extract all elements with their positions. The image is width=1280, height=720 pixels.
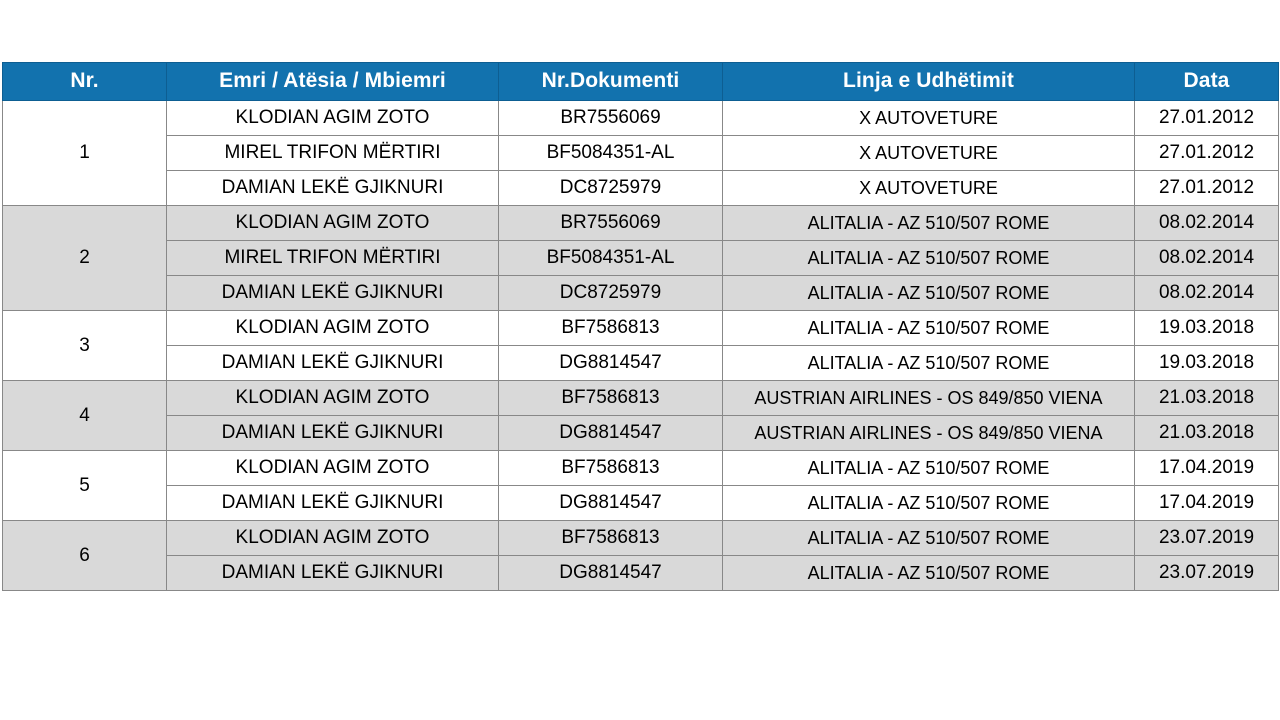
person-name-cell: DAMIAN LEKË GJIKNURI: [167, 276, 499, 311]
travel-line-cell: X AUTOVETURE: [723, 171, 1135, 206]
travel-date-cell: 21.03.2018: [1135, 381, 1279, 416]
document-number-cell: BR7556069: [499, 206, 723, 241]
person-name-cell: KLODIAN AGIM ZOTO: [167, 101, 499, 136]
document-number-cell: BF7586813: [499, 451, 723, 486]
document-number-cell: DC8725979: [499, 276, 723, 311]
travel-line-cell: ALITALIA - AZ 510/507 ROME: [723, 486, 1135, 521]
person-name-cell: KLODIAN AGIM ZOTO: [167, 451, 499, 486]
travel-date-cell: 23.07.2019: [1135, 556, 1279, 591]
column-header-name: Emri / Atësia / Mbiemri: [167, 63, 499, 101]
travel-records-table-container: [2, 62, 1278, 591]
person-name-cell: KLODIAN AGIM ZOTO: [167, 311, 499, 346]
person-name-cell: DAMIAN LEKË GJIKNURI: [167, 416, 499, 451]
travel-line-cell: X AUTOVETURE: [723, 101, 1135, 136]
travel-date-cell: 19.03.2018: [1135, 311, 1279, 346]
document-number-cell: BF5084351-AL: [499, 136, 723, 171]
travel-date-cell: 27.01.2012: [1135, 101, 1279, 136]
document-number-cell: BF7586813: [499, 311, 723, 346]
travel-line-cell: ALITALIA - AZ 510/507 ROME: [723, 311, 1135, 346]
person-name-cell: KLODIAN AGIM ZOTO: [167, 521, 499, 556]
document-number-cell: DC8725979: [499, 171, 723, 206]
column-header-line: Linja e Udhëtimit: [723, 63, 1135, 101]
table-row: [3, 311, 1279, 346]
travel-line-cell: ALITALIA - AZ 510/507 ROME: [723, 241, 1135, 276]
group-number-cell: 5: [3, 451, 167, 521]
column-header-document: Nr.Dokumenti: [499, 63, 723, 101]
table-header-row: [3, 63, 1279, 101]
travel-date-cell: 17.04.2019: [1135, 451, 1279, 486]
travel-date-cell: 08.02.2014: [1135, 206, 1279, 241]
travel-line-cell: ALITALIA - AZ 510/507 ROME: [723, 206, 1135, 241]
document-number-cell: BF7586813: [499, 381, 723, 416]
group-number-cell: 6: [3, 521, 167, 591]
document-number-cell: BF7586813: [499, 521, 723, 556]
person-name-cell: KLODIAN AGIM ZOTO: [167, 381, 499, 416]
table-row: [3, 101, 1279, 136]
table-row: [3, 206, 1279, 241]
table-body: [3, 101, 1279, 591]
travel-records-table: [2, 62, 1279, 591]
document-number-cell: DG8814547: [499, 486, 723, 521]
column-header-date: Data: [1135, 63, 1279, 101]
table-row: [3, 451, 1279, 486]
person-name-cell: DAMIAN LEKË GJIKNURI: [167, 556, 499, 591]
document-number-cell: BR7556069: [499, 101, 723, 136]
document-number-cell: BF5084351-AL: [499, 241, 723, 276]
document-number-cell: DG8814547: [499, 556, 723, 591]
travel-date-cell: 17.04.2019: [1135, 486, 1279, 521]
travel-line-cell: AUSTRIAN AIRLINES - OS 849/850 VIENA: [723, 416, 1135, 451]
table-row: [3, 136, 1279, 171]
table-row: [3, 241, 1279, 276]
person-name-cell: KLODIAN AGIM ZOTO: [167, 206, 499, 241]
person-name-cell: DAMIAN LEKË GJIKNURI: [167, 486, 499, 521]
person-name-cell: DAMIAN LEKË GJIKNURI: [167, 171, 499, 206]
table-row: [3, 381, 1279, 416]
group-number-cell: 2: [3, 206, 167, 311]
travel-date-cell: 21.03.2018: [1135, 416, 1279, 451]
document-number-cell: DG8814547: [499, 416, 723, 451]
travel-line-cell: ALITALIA - AZ 510/507 ROME: [723, 276, 1135, 311]
group-number-cell: 3: [3, 311, 167, 381]
table-row: [3, 486, 1279, 521]
travel-line-cell: ALITALIA - AZ 510/507 ROME: [723, 556, 1135, 591]
table-row: [3, 556, 1279, 591]
table-row: [3, 171, 1279, 206]
table-header: [3, 63, 1279, 101]
group-number-cell: 1: [3, 101, 167, 206]
travel-date-cell: 19.03.2018: [1135, 346, 1279, 381]
travel-line-cell: ALITALIA - AZ 510/507 ROME: [723, 346, 1135, 381]
group-number-cell: 4: [3, 381, 167, 451]
travel-date-cell: 27.01.2012: [1135, 171, 1279, 206]
table-row: [3, 346, 1279, 381]
travel-line-cell: AUSTRIAN AIRLINES - OS 849/850 VIENA: [723, 381, 1135, 416]
person-name-cell: MIREL TRIFON MËRTIRI: [167, 136, 499, 171]
person-name-cell: MIREL TRIFON MËRTIRI: [167, 241, 499, 276]
travel-date-cell: 08.02.2014: [1135, 276, 1279, 311]
table-row: [3, 416, 1279, 451]
table-row: [3, 521, 1279, 556]
travel-line-cell: ALITALIA - AZ 510/507 ROME: [723, 451, 1135, 486]
travel-date-cell: 23.07.2019: [1135, 521, 1279, 556]
document-number-cell: DG8814547: [499, 346, 723, 381]
travel-date-cell: 27.01.2012: [1135, 136, 1279, 171]
travel-date-cell: 08.02.2014: [1135, 241, 1279, 276]
table-row: [3, 276, 1279, 311]
travel-line-cell: ALITALIA - AZ 510/507 ROME: [723, 521, 1135, 556]
travel-line-cell: X AUTOVETURE: [723, 136, 1135, 171]
column-header-nr: Nr.: [3, 63, 167, 101]
person-name-cell: DAMIAN LEKË GJIKNURI: [167, 346, 499, 381]
